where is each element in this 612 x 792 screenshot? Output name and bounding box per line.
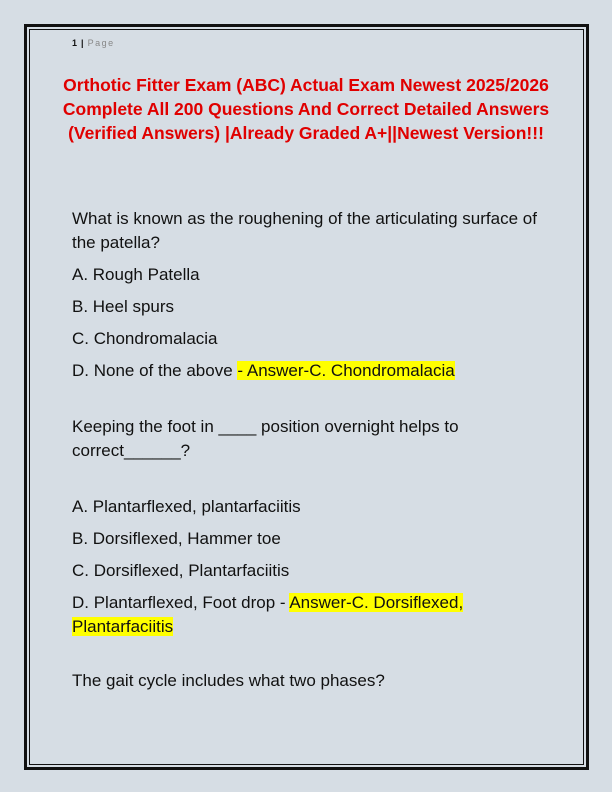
document-body bbox=[72, 207, 542, 693]
option: C. Chondromalacia bbox=[72, 329, 218, 348]
option-with-answer bbox=[72, 359, 542, 383]
option-with-answer bbox=[72, 591, 542, 639]
page-label: Page bbox=[87, 38, 115, 48]
option: B. Heel spurs bbox=[72, 297, 175, 316]
option: B. Dorsiflexed, Hammer toe bbox=[72, 529, 281, 548]
page-number-separator: | bbox=[81, 38, 84, 48]
option: D. None of the above bbox=[72, 361, 233, 380]
answer-highlight: Answer-C. Dorsiflexed, Plantarfaciitis bbox=[72, 593, 464, 636]
question-2: Keeping the foot in ____ position overnight helps to correct______? bbox=[72, 417, 459, 460]
question-1: What is known as the roughening of the articulating surface of the patella? bbox=[72, 209, 537, 252]
page-number-value: 1 bbox=[72, 38, 78, 48]
option: A. Rough Patella bbox=[72, 265, 200, 284]
option: C. Dorsiflexed, Plantarfaciitis bbox=[72, 561, 290, 580]
option: A. Plantarflexed, plantarfaciitis bbox=[72, 497, 301, 516]
option: D. Plantarflexed, Foot drop - bbox=[72, 593, 290, 612]
document-title: Orthotic Fitter Exam (ABC) Actual Exam Newest 2025/2026 Complete All 200 Questions And Correct Detailed Answers (Verified Answers) |Already Graded A+||Newest Version!!! bbox=[62, 75, 550, 143]
page-number bbox=[72, 38, 115, 48]
answer-highlight: - Answer-C. Chondromalacia bbox=[237, 361, 455, 380]
question-3: The gait cycle includes what two phases? bbox=[72, 671, 385, 690]
